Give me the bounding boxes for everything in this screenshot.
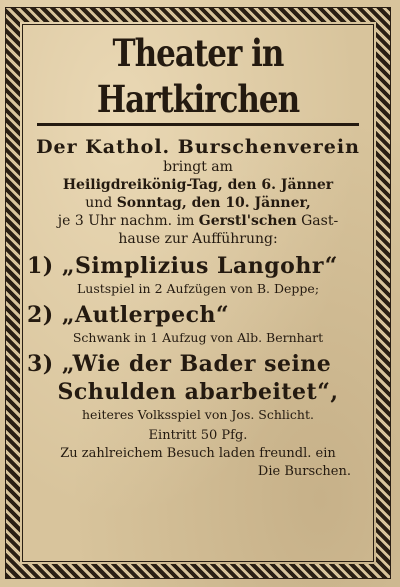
intro-line-4-prefix: je 3 Uhr nachm. im: [57, 213, 195, 229]
act-3-title: [27, 350, 369, 378]
intro-line-3-prefix: und: [85, 195, 113, 211]
intro-line-4-venue: Gerstl'schen: [198, 213, 297, 229]
act-1-name: „Simplizius Langohr“: [61, 253, 338, 279]
act-3-number: 3): [27, 351, 54, 377]
entry-fee: Eintritt 50 Pfg.: [148, 428, 248, 443]
organizer: Der Kathol. Burschenverein: [36, 136, 360, 158]
intro-line-5: hause zur Aufführung:: [118, 231, 278, 247]
act-1-number: 1): [27, 253, 54, 279]
act-2-number: 2): [27, 302, 54, 328]
signature: Die Burschen.: [257, 464, 351, 479]
ad-content: [22, 24, 374, 562]
intro-line-1: bringt am: [163, 159, 233, 175]
act-3-title-line-2: Schulden abarbeitet“,: [57, 379, 339, 405]
intro-line-2: Heiligdreikönig-Tag, den 6. Jänner: [62, 177, 334, 193]
act-2-desc: Schwank in 1 Aufzug von Alb. Bernhart: [72, 330, 324, 345]
act-3-desc: heiteres Volksspiel von Jos. Schlicht.: [82, 407, 314, 422]
intro-line-4-suffix: Gast-: [301, 213, 339, 229]
intro-line-3: [27, 194, 369, 212]
act-2-title: [27, 301, 369, 329]
act-1-title: [27, 252, 369, 280]
ad-title: Theater in Hartkirchen: [96, 32, 300, 122]
intro-line-4: [27, 212, 369, 230]
intro-line-3-date: Sonntag, den 10. Jänner,: [116, 195, 311, 211]
title-rule: [37, 123, 359, 126]
act-1-desc: Lustspiel in 2 Aufzügen von B. Deppe;: [76, 281, 320, 296]
act-3-name-1: „Wie der Bader seine: [61, 351, 332, 377]
invitation: Zu zahlreichem Besuch laden freundl. ein: [60, 446, 336, 461]
act-2-name: „Autlerpech“: [61, 302, 230, 328]
